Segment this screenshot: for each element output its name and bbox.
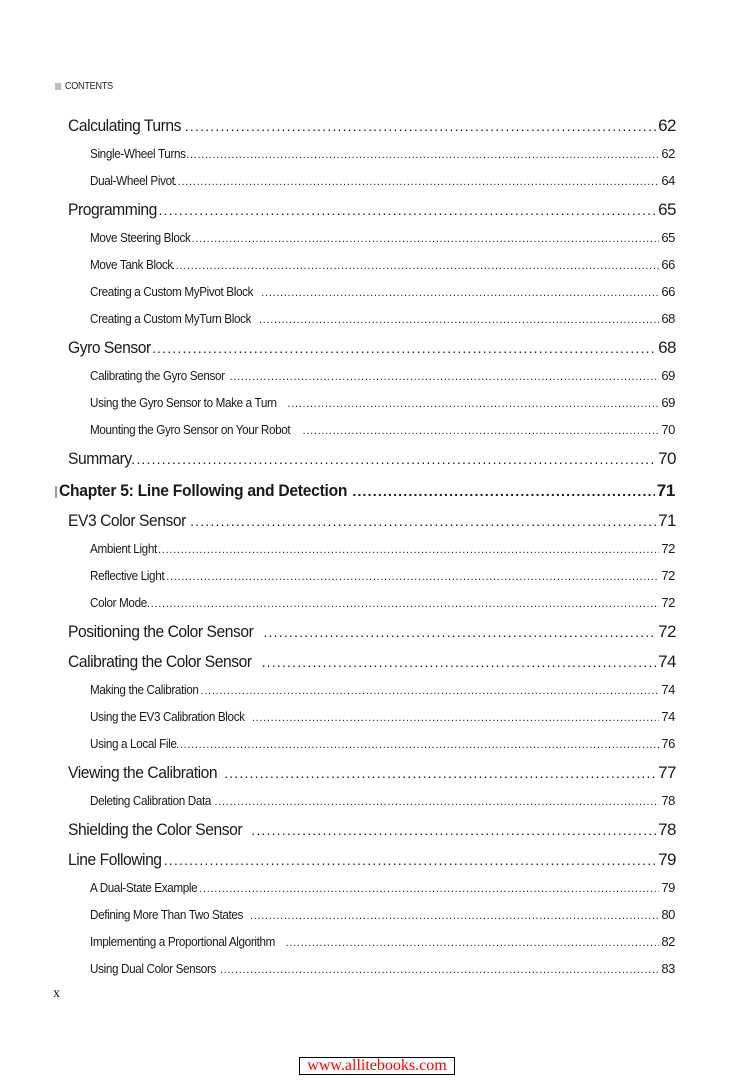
dot-leader — [199, 883, 659, 895]
toc-entry-title: Reflective Light — [90, 568, 165, 583]
square-bullet-icon — [55, 486, 57, 498]
toc-entry-title: Using the EV3 Calibration Block — [90, 709, 245, 724]
toc-subsection-entry[interactable] — [90, 284, 675, 302]
toc-entry-title: Deleting Calibration Data — [90, 793, 212, 808]
toc-entry-title: Summary — [68, 449, 132, 468]
dot-leader — [159, 202, 657, 218]
toc-entry-page: 66 — [661, 284, 675, 299]
toc-subsection-entry[interactable] — [90, 173, 675, 191]
toc-entry-page: 74 — [661, 709, 675, 724]
toc-entry-title: Creating a Custom MyPivot Block — [90, 284, 254, 299]
toc-subsection-entry[interactable] — [90, 422, 675, 440]
dot-leader — [176, 739, 659, 751]
dot-leader — [201, 685, 660, 697]
toc-entry-page: 72 — [661, 595, 675, 610]
watermark-link[interactable]: www.allitebooks.com — [299, 1057, 455, 1075]
toc-subsection-entry[interactable] — [90, 793, 675, 811]
toc-entry-title: Calculating Turns — [68, 116, 182, 135]
toc-entry-title: Making the Calibration — [90, 682, 199, 697]
dot-leader — [190, 513, 656, 529]
dot-leader — [261, 287, 659, 299]
dot-leader — [286, 937, 660, 949]
toc-subsection-entry[interactable] — [90, 907, 675, 925]
toc-entry-title: Ambient Light — [90, 541, 157, 556]
toc-entry-title: Using a Local File — [90, 736, 177, 751]
dot-leader — [143, 598, 659, 610]
dot-leader — [352, 483, 654, 499]
toc-entry-page: 68 — [658, 338, 676, 357]
toc-entry-page: 72 — [661, 541, 675, 556]
toc-section-entry[interactable] — [68, 820, 676, 842]
toc-entry-title: Implementing a Proportional Algorithm — [90, 934, 276, 949]
toc-entry-title: Color Mode — [90, 595, 147, 610]
toc-entry-title: Calibrating the Color Sensor — [68, 652, 252, 671]
toc-entry-page: 65 — [658, 200, 676, 219]
toc-entry-page: 70 — [658, 449, 676, 468]
toc-entry-page: 65 — [661, 230, 675, 245]
toc-subsection-entry[interactable] — [90, 934, 675, 952]
dot-leader — [152, 340, 656, 356]
toc-entry-page: 72 — [661, 568, 675, 583]
dot-leader — [303, 425, 660, 437]
toc-entry-page: 69 — [661, 395, 675, 410]
toc-entry-page: 72 — [658, 622, 676, 641]
toc-subsection-entry[interactable] — [90, 595, 675, 613]
dot-leader — [252, 712, 659, 724]
toc-entry-title: Viewing the Calibration — [68, 763, 218, 782]
toc-entry-page: 62 — [661, 146, 675, 161]
toc-entry-page: 77 — [658, 763, 676, 782]
toc-entry-page: 76 — [661, 736, 675, 751]
dot-leader — [259, 314, 659, 326]
toc-entry-page: 69 — [661, 368, 675, 383]
running-head-label: CONTENTS — [64, 80, 113, 92]
toc-entry-page: 66 — [661, 257, 675, 272]
toc-entry-page: 62 — [658, 116, 676, 135]
toc-entry-title: Positioning the Color Sensor — [68, 622, 254, 641]
toc-subsection-entry[interactable] — [90, 257, 675, 275]
toc-section-entry[interactable] — [68, 511, 676, 533]
dot-leader — [220, 964, 659, 976]
toc-subsection-entry[interactable] — [90, 146, 675, 164]
toc-entry-page: 64 — [661, 173, 675, 188]
toc-entry-page: 79 — [661, 880, 675, 895]
dot-leader — [192, 233, 660, 245]
toc-entry-title: Gyro Sensor — [68, 338, 151, 357]
toc-entry-title: Mounting the Gyro Sensor on Your Robot — [90, 422, 291, 437]
dot-leader — [154, 544, 659, 556]
toc-subsection-entry[interactable] — [90, 736, 675, 754]
dot-leader — [162, 571, 659, 583]
toc-subsection-entry[interactable] — [90, 541, 675, 559]
dot-leader — [250, 910, 659, 922]
toc-entry-page: 83 — [661, 961, 675, 976]
toc-subsection-entry[interactable] — [90, 368, 675, 386]
toc-entry-page: 74 — [661, 682, 675, 697]
toc-entry-title: Move Tank Block — [90, 257, 173, 272]
square-bullet-icon — [55, 83, 61, 90]
dot-leader — [131, 451, 656, 467]
dot-leader — [263, 624, 656, 640]
dot-leader — [262, 654, 657, 670]
toc-entry-title: Calibrating the Gyro Sensor — [90, 368, 225, 383]
toc-section-entry[interactable] — [68, 850, 676, 872]
toc-entry-page: 70 — [661, 422, 675, 437]
toc-entry-page: 78 — [661, 793, 675, 808]
toc-entry-title: Defining More Than Two States — [90, 907, 244, 922]
toc-entry-title: Chapter 5: Line Following and Detection — [59, 481, 348, 500]
toc-entry-page: 78 — [658, 820, 676, 839]
toc-entry-title: Creating a Custom MyTurn Block — [90, 311, 252, 326]
toc-entry-page: 82 — [661, 934, 675, 949]
toc-section-entry[interactable] — [68, 338, 676, 360]
toc-subsection-entry[interactable] — [90, 709, 675, 727]
dot-leader — [230, 371, 660, 383]
toc-section-entry[interactable] — [68, 763, 676, 785]
toc-entry-page: 71 — [658, 511, 676, 530]
toc-entry-page: 68 — [661, 311, 675, 326]
toc-section-entry[interactable] — [68, 622, 676, 644]
toc-subsection-entry[interactable] — [90, 395, 675, 413]
toc-entry-page: 79 — [658, 850, 676, 869]
toc-section-entry[interactable] — [68, 449, 676, 471]
toc-section-entry[interactable] — [68, 200, 676, 222]
toc-chapter-entry[interactable] — [55, 481, 675, 503]
toc-subsection-entry[interactable] — [90, 230, 675, 248]
dot-leader — [186, 149, 659, 161]
toc-entry-page: 74 — [658, 652, 676, 671]
toc-entry-title: Single-Wheel Turns — [90, 146, 186, 161]
toc-section-entry[interactable] — [68, 652, 676, 674]
toc-entry-title: Using the Gyro Sensor to Make a Turn — [90, 395, 277, 410]
toc-entry-title: Move Steering Block — [90, 230, 191, 245]
toc-subsection-entry[interactable] — [90, 961, 675, 979]
dot-leader — [185, 118, 656, 134]
toc-entry-title: Dual-Wheel Pivot — [90, 173, 175, 188]
toc-subsection-entry[interactable] — [90, 568, 675, 586]
dot-leader — [224, 765, 656, 781]
page-folio: x — [53, 986, 60, 1001]
toc-section-entry[interactable] — [68, 116, 676, 138]
dot-leader — [251, 822, 656, 838]
toc-entry-title: A Dual-State Example — [90, 880, 198, 895]
toc-entry-title: EV3 Color Sensor — [68, 511, 186, 530]
toc-subsection-entry[interactable] — [90, 311, 675, 329]
dot-leader — [215, 796, 660, 808]
dot-leader — [174, 176, 659, 188]
dot-leader — [287, 398, 659, 410]
dot-leader — [172, 260, 659, 272]
toc-entry-title: Using Dual Color Sensors — [90, 961, 216, 976]
toc-subsection-entry[interactable] — [90, 880, 675, 898]
dot-leader — [164, 852, 656, 868]
running-head — [55, 80, 113, 92]
toc-entry-title: Programming — [68, 200, 157, 219]
toc-entry-page: 71 — [656, 481, 675, 500]
toc-entry-title: Shielding the Color Sensor — [68, 820, 243, 839]
toc-entry-page: 80 — [661, 907, 675, 922]
toc-subsection-entry[interactable] — [90, 682, 675, 700]
toc-entry-title: Line Following — [68, 850, 162, 869]
